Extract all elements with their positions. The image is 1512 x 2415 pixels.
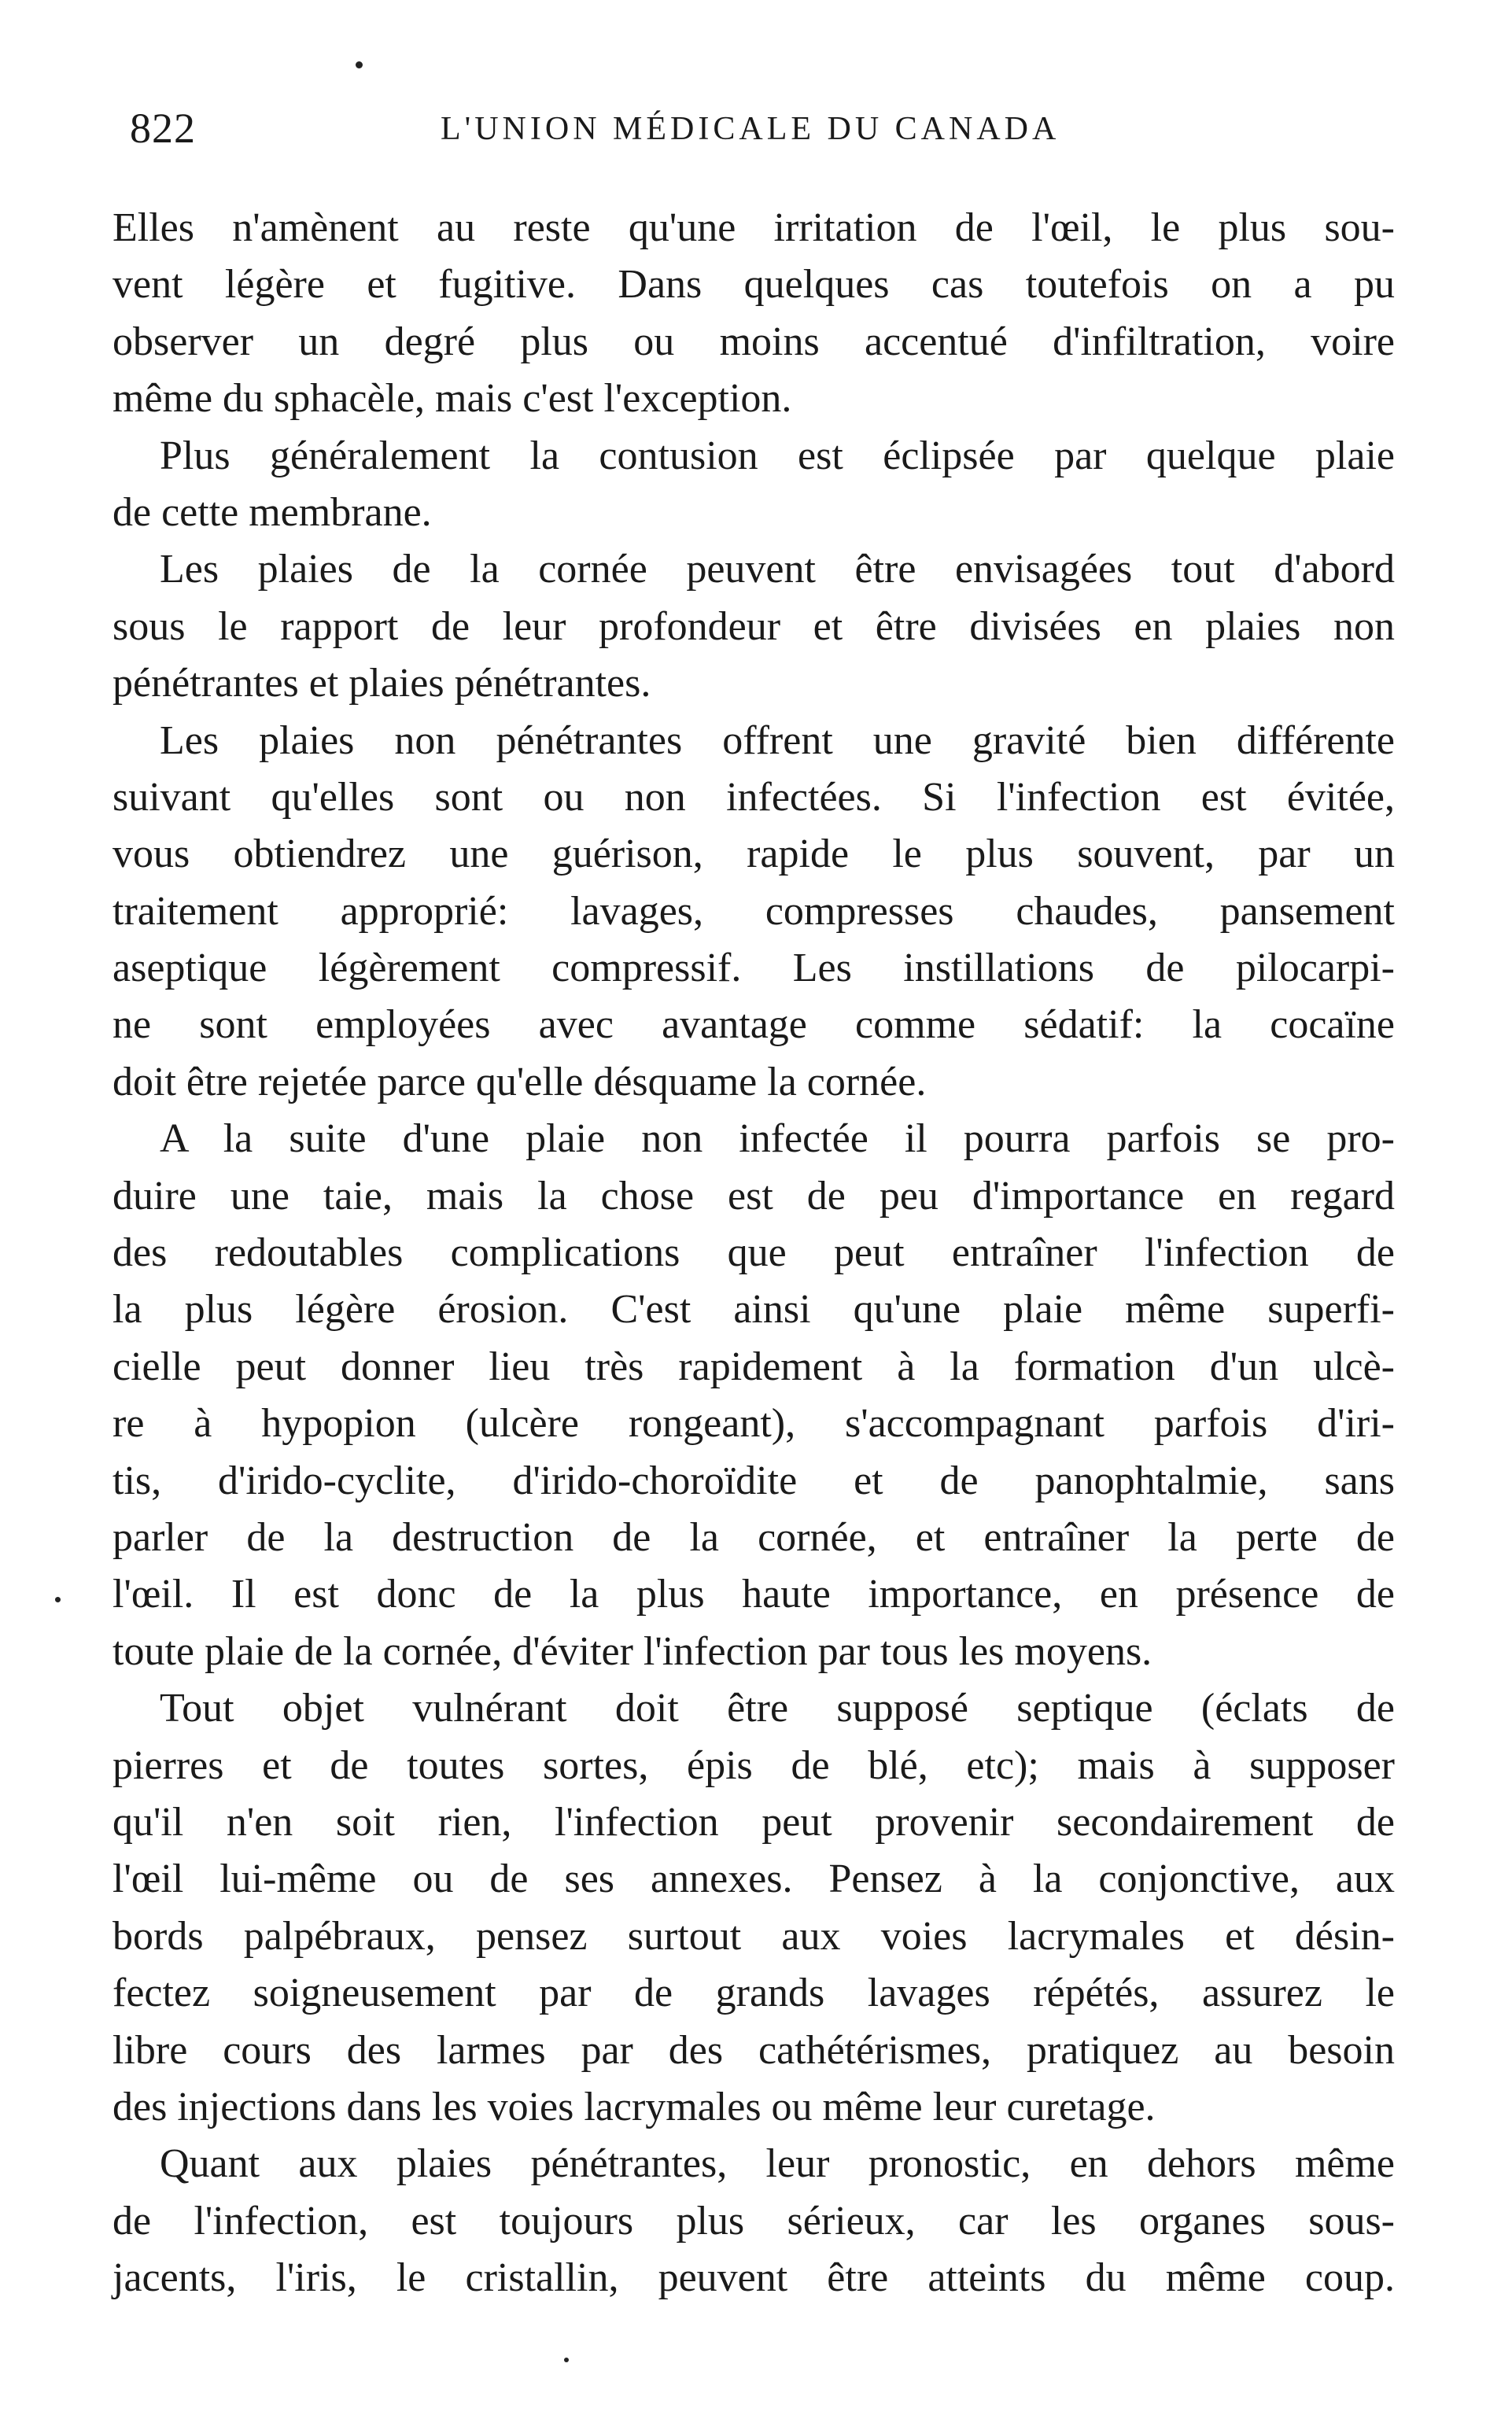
text-line: Plus généralement la contusion est éclipsée par quelque plaie: [160, 433, 1395, 478]
text-line: aseptique légèrement compressif. Les instillations de pilocarpi-: [112, 946, 1395, 991]
text-line: la plus légère érosion. C'est ainsi qu'une plaie même superfi-: [112, 1287, 1395, 1333]
page-header: [130, 104, 1404, 159]
text-line: parler de la destruction de la cornée, et entraîner la perte de: [112, 1514, 1395, 1560]
running-title: L'UNION MÉDICALE DU CANADA: [441, 111, 1060, 147]
text-line: Elles n'amènent au reste qu'une irritation de l'œil, le plus sou-: [112, 205, 1395, 250]
page-number: 822: [130, 105, 196, 152]
text-line: A la suite d'une plaie non infectée il pourra parfois se pro-: [160, 1116, 1395, 1162]
text-line: l'œil lui-même ou de ses annexes. Pensez à la conjonctive, aux: [112, 1856, 1395, 1902]
text-line: Les plaies non pénétrantes offrent une gravité bien différente: [160, 717, 1395, 763]
text-line: Quant aux plaies pénétrantes, leur pronostic, en dehors même: [160, 2141, 1395, 2187]
text-line: pénétrantes et plaies pénétrantes.: [112, 661, 651, 706]
text-line: de cette membrane.: [112, 489, 432, 535]
text-line: tis, d'irido-cyclite, d'irido-choroïdite et de panophtalmie, sans: [112, 1458, 1395, 1503]
text-line: duire une taie, mais la chose est de peu d'importance en regard: [112, 1173, 1395, 1219]
text-line: ne sont employées avec avantage comme sédatif: la cocaïne: [112, 1002, 1395, 1048]
text-line: des injections dans les voies lacrymales ou même leur curetage.: [112, 2084, 1156, 2129]
text-line: de l'infection, est toujours plus sérieux, car les organes sous-: [112, 2198, 1395, 2244]
text-line: cielle peut donner lieu très rapidement à la formation d'un ulcè-: [112, 1344, 1395, 1389]
text-line: Les plaies de la cornée peuvent être envisagées tout d'abord: [160, 547, 1395, 592]
text-line: bords palpébraux, pensez surtout aux voies lacrymales et désin-: [112, 1913, 1395, 1959]
text-line: jacents, l'iris, le cristallin, peuvent être atteints du même coup.: [112, 2255, 1395, 2301]
ink-speck: [564, 2358, 569, 2362]
text-line: sous le rapport de leur profondeur et être divisées en plaies non: [112, 603, 1395, 649]
text-line: qu'il n'en soit rien, l'infection peut provenir secondairement de: [112, 1799, 1395, 1845]
text-line: traitement approprié: lavages, compresses chaudes, pansement: [112, 888, 1395, 934]
text-line: des redoutables complications que peut entraîner l'infection de: [112, 1230, 1395, 1276]
text-line: observer un degré plus ou moins accentué d'infiltration, voire: [112, 319, 1395, 364]
text-line: vent légère et fugitive. Dans quelques cas toutefois on a pu: [112, 262, 1395, 308]
ink-speck: [55, 1597, 61, 1602]
text-line: fectez soigneusement par de grands lavages répétés, assurez le: [112, 1971, 1395, 2016]
body-text: [112, 200, 1395, 2306]
text-line: libre cours des larmes par des cathétérismes, pratiquez au besoin: [112, 2027, 1395, 2073]
text-line: vous obtiendrez une guérison, rapide le plus souvent, par un: [112, 831, 1395, 877]
text-line: doit être rejetée parce qu'elle désquame la cornée.: [112, 1059, 927, 1104]
text-line: Tout objet vulnérant doit être supposé septique (éclats de: [160, 1686, 1395, 1731]
text-line: l'œil. Il est donc de la plus haute importance, en présence de: [112, 1572, 1395, 1617]
text-line: même du sphacèle, mais c'est l'exception.: [112, 376, 792, 422]
ink-speck: [356, 61, 363, 68]
text-line: pierres et de toutes sortes, épis de blé, etc); mais à supposer: [112, 1742, 1395, 1788]
text-line: toute plaie de la cornée, d'éviter l'infection par tous les moyens.: [112, 1628, 1152, 1674]
text-line: re à hypopion (ulcère rongeant), s'accompagnant parfois d'iri-: [112, 1401, 1395, 1447]
text-line: suivant qu'elles sont ou non infectées. Si l'infection est évitée,: [112, 774, 1395, 820]
